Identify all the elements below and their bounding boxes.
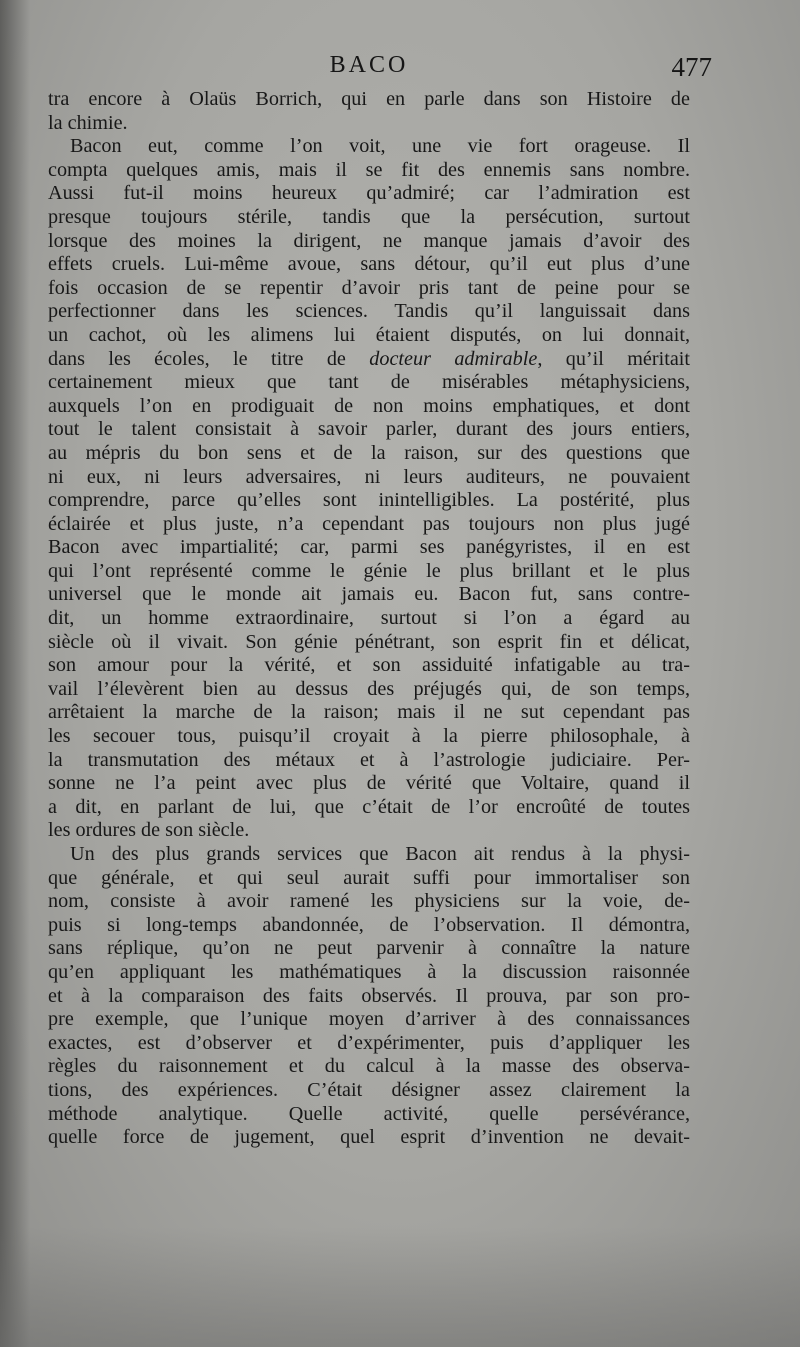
text-line: auxquels l’on en prodiguait de non moins emphatiques, et dont [48,394,690,417]
text-fragment: , qu’il méritait [537,347,691,370]
text-line: qu’en appliquant les mathématiques à la discussion raisonnée [48,960,690,983]
text-line: lorsque des moines la dirigent, ne manque jamais d’avoir des [48,229,690,252]
text-line: sans réplique, qu’on ne peut parvenir à connaître la nature [48,937,690,960]
text-line: fois occasion de se repentir d’avoir pris tant de peine pour se [48,276,690,299]
text-line: un cachot, où les alimens lui étaient disputés, on lui donnait, [48,323,690,346]
body-text [48,88,690,1150]
text-line: compta quelques amis, mais il se fit des ennemis sans nombre. [48,158,690,181]
text-line: son amour pour la vérité, et son assiduité infatigable au tra- [48,654,690,677]
text-line: presque toujours stérile, tandis que la persécution, surtout [48,205,690,228]
text-line: qui l’ont représenté comme le génie le plus brillant et le plus [48,559,690,582]
text-line: les secouer tous, puisqu’il croyait à la pierre philosophale, à [48,725,690,748]
text-line: certainement mieux que tant de misérables métaphysiciens, [48,371,690,394]
text-line: que générale, et qui seul aurait suffi pour immortaliser son [48,866,690,889]
text-line: perfectionner dans les sciences. Tandis qu’il languissait dans [48,300,690,323]
text-line: nom, consiste à avoir ramené les physiciens sur la voie, de- [48,890,690,913]
running-title: BACO [329,52,409,78]
text-line-with-italic [48,348,690,372]
text-line: puis si long-temps abandonnée, de l’observation. Il démontra, [48,913,690,936]
text-line: les ordures de son siècle. [48,819,250,842]
text-fragment: dans les écoles, le titre de [48,347,346,370]
text-line: sonne ne l’a peint avec plus de vérité que Voltaire, quand il [48,772,690,795]
text-line: Bacon eut, comme l’on voit, une vie fort orageuse. Il [70,135,690,158]
text-line: universel que le monde ait jamais eu. Bacon fut, sans contre- [48,583,690,606]
text-line: exactes, est d’observer et d’expérimenter, puis d’appliquer les [48,1031,690,1054]
text-line: Aussi fut-il moins heureux qu’admiré; car l’admiration est [48,182,690,205]
text-line: arrêtaient la marche de la raison; mais il ne sut cependant pas [48,701,690,724]
text-line: comprendre, parce qu’elles sont inintelligibles. La postérité, plus [48,489,690,512]
text-line: Bacon avec impartialité; car, parmi ses panégyristes, il en est [48,536,690,559]
text-line: quelle force de jugement, quel esprit d’invention ne devait- [48,1126,690,1149]
page-header [48,52,712,88]
text-line: éclairée et plus juste, n’a cependant pas toujours non plus jugé [48,512,690,535]
text-line: effets cruels. Lui-même avoue, sans détour, qu’il eut plus d’une [48,253,690,276]
italic-title: docteur admirable [369,347,538,370]
text-line: au mépris du bon sens et de la raison, sur des questions que [48,441,690,464]
text-line: ni eux, ni leurs adversaires, ni leurs auditeurs, ne pouvaient [48,465,690,488]
page-number: 477 [671,52,712,82]
text-line: vail l’élevèrent bien au dessus des préjugés qui, de son temps, [48,677,690,700]
text-line: a dit, en parlant de lui, que c’était de l’or encroûté de toutes [48,795,690,818]
paragraph-3 [48,843,690,1150]
text-line: Un des plus grands services que Bacon ait rendus à la physi- [70,843,690,865]
text-line: dit, un homme extraordinaire, surtout si l’on a égard au [48,607,690,630]
text-line: tra encore à Olaüs Borrich, qui en parle dans son Histoire de [48,88,690,110]
text-line: et à la comparaison des faits observés. Il prouva, par son pro- [48,984,690,1007]
paragraph-2 [48,135,690,843]
text-line: règles du raisonnement et du calcul à la masse des observa- [48,1055,690,1078]
text-line: tout le talent consistait à savoir parler, durant des jours entiers, [48,418,690,441]
text-line: pre exemple, que l’unique moyen d’arriver à des connaissances [48,1008,690,1031]
text-line: la transmutation des métaux et à l’astrologie judiciaire. Per- [48,748,690,771]
text-line: la chimie. [48,111,128,134]
text-line: siècle où il vivait. Son génie pénétrant, son esprit fin et délicat, [48,630,690,653]
paragraph-1 [48,88,690,135]
text-line: méthode analytique. Quelle activité, quelle persévérance, [48,1102,690,1125]
text-line: tions, des expériences. C’était désigner assez clairement la [48,1078,690,1101]
